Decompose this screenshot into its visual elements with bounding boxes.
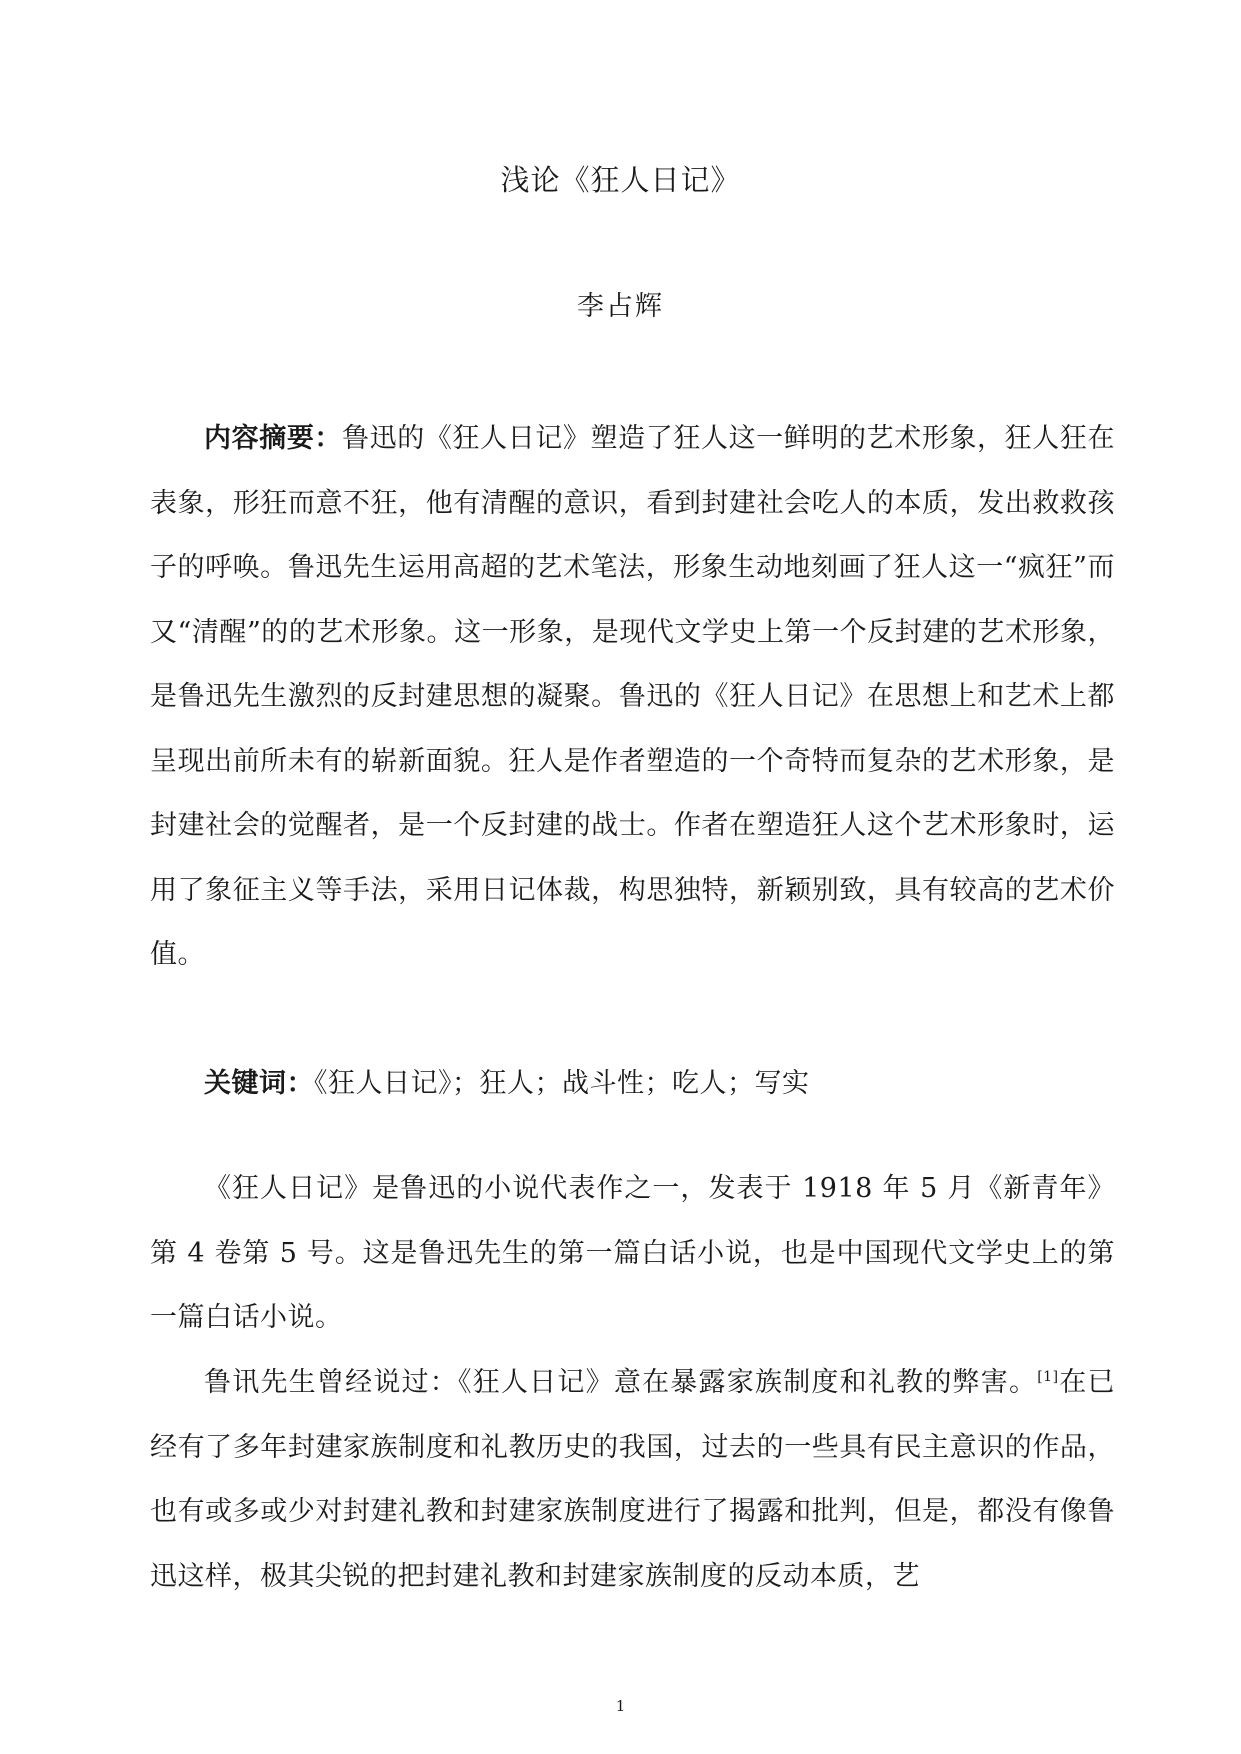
footnote-reference[interactable]: [1]: [1037, 1369, 1059, 1385]
keywords-section: [150, 1052, 1115, 1117]
keywords-text: 《狂人日记》；狂人；战斗性；吃人；写实: [314, 1068, 810, 1099]
abstract-text: 鲁迅的《狂人日记》塑造了狂人这一鲜明的艺术形象，狂人狂在表象，形狂而意不狂，他有清醒的意识，看到封建社会吃人的本质，发出救救孩子的呼唤。鲁迅先生运用高超的艺术笔法，形象生动地刻画了狂人这一“疯狂”而又“清醒”的的艺术形象。这一形象，是现代文学史上第一个反封建的艺术形象，是鲁迅先生激烈的反封建思想的凝聚。鲁迅的《狂人日记》在思想上和艺术上都呈现出前所未有的崭新面貌。狂人是作者塑造的一个奇特而复杂的艺术形象，是封建社会的觉醒者，是一个反封建的战士。作者在塑造狂人这个艺术形象时，运用了象征主义等手法，采用日记体裁，构思独特，新颖别致，具有较高的艺术价值。: [150, 423, 1115, 970]
paragraph-text-before-ref: 鲁讯先生曾经说过：《狂人日记》意在暴露家族制度和礼教的弊害。: [204, 1367, 1038, 1398]
document-title: 浅论《狂人日记》: [500, 163, 741, 197]
author-name: 李占辉: [577, 291, 664, 322]
abstract-label: 内容摘要：: [204, 423, 343, 454]
body-paragraph-2: [150, 1351, 1115, 1609]
page-number: 1: [615, 1697, 626, 1715]
paragraph-text-after-ref: 在已经有了多年封建家族制度和礼教历史的我国，过去的一些具有民主意识的作品，也有或多或少对封建礼教和封建家族制度进行了揭露和批判，但是，都没有像鲁迅这样，极其尖锐的把封建礼教和封建家族制度的反动本质，艺: [150, 1367, 1116, 1592]
keywords-label: 关键词：: [204, 1068, 314, 1099]
body-paragraph-1: 《狂人日记》是鲁迅的小说代表作之一，发表于 1918 年 5 月《新青年》第 4 卷第 5 号。这是鲁迅先生的第一篇白话小说，也是中国现代文学史上的第一篇白话小说。: [150, 1173, 1115, 1333]
abstract-section: [150, 407, 1115, 988]
